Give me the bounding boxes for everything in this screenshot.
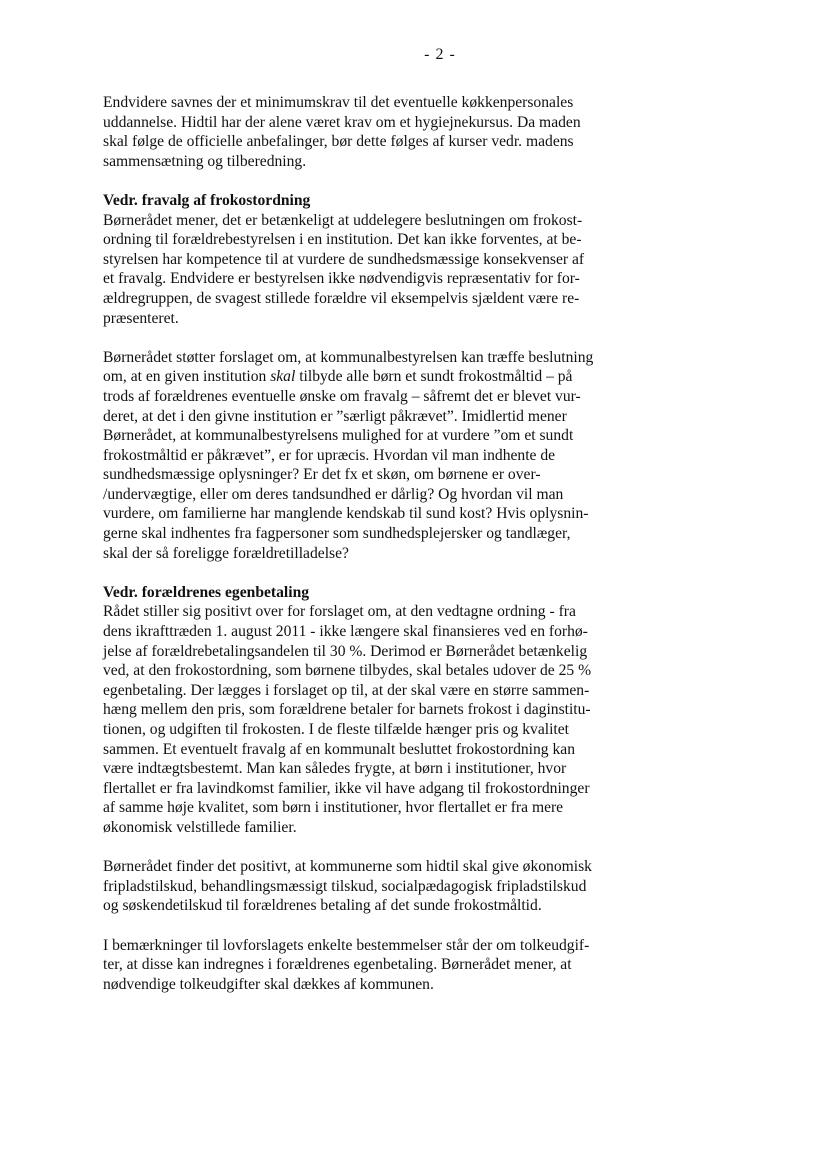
text-fragment: tilbyde alle børn et sundt frokostmåltid – på — [295, 368, 573, 386]
text-line: deret, at det i den givne institution er ”særligt påkrævet”. Imidlertid mener — [103, 407, 567, 425]
text-line: Rådet stiller sig positivt over for forslaget om, at den vedtagne ordning - fra — [103, 603, 576, 621]
text-line: gerne skal indhentes fra fagpersoner som sundhedsplejersker og tandlæger, — [103, 525, 571, 543]
text-line: nødvendige tolkeudgifter skal dækkes af kommunen. — [103, 975, 434, 993]
text-line: sundhedsmæssige oplysninger? Er det fx et skøn, om børnene er over- — [103, 466, 541, 484]
text-line: ter, at disse kan indregnes i forældrenes egenbetaling. Børnerådet mener, at — [103, 956, 572, 974]
paragraph-kitchen-staff — [103, 93, 643, 171]
text-line: af samme høje kvalitet, som børn i institutioner, hvor flertallet er fra mere — [103, 799, 564, 817]
text-line: være indtægtsbestemt. Man kan således frygte, at børn i institutioner, hvor — [103, 760, 567, 778]
text-line: trods af forældrenes eventuelle ønske om fravalg – såfremt det er blevet vur- — [103, 387, 581, 405]
text-line: frokostmåltid er påkrævet”, er for upræcis. Hvordan vil man indhente de — [103, 446, 556, 464]
paragraph-municipal-decision — [103, 348, 643, 564]
page-number: - 2 - — [424, 46, 456, 63]
text-line: sammensætning og tilberedning. — [103, 152, 307, 170]
text-line: hæng mellem den pris, som forældrene betaler for barnets frokost i daginstitu- — [103, 701, 591, 719]
emphasis-text: skal — [270, 368, 296, 386]
text-line — [103, 367, 643, 387]
text-line: skal der så foreligge forældretilladelse? — [103, 544, 349, 562]
paragraph-subsidies — [103, 857, 643, 916]
text-line: økonomisk velstillede familier. — [103, 818, 297, 836]
text-line: ældregruppen, de svagest stillede forældre vil eksempelvis sjældent være re- — [103, 289, 580, 307]
text-line: og søskendetilskud til forældrenes betaling af det sunde frokostmåltid. — [103, 897, 542, 915]
text-line: egenbetaling. Der lægges i forslaget op til, at der skal være en større sammen- — [103, 681, 590, 699]
text-line: Børnerådet, at kommunalbestyrelsens mulighed for at vurdere ”om et sundt — [103, 427, 574, 445]
text-line: I bemærkninger til lovforslagets enkelte bestemmelser står der om tolkeudgif- — [103, 936, 590, 954]
text-line: ordning til forældrebestyrelsen i en institution. Det kan ikke forventes, at be- — [103, 231, 582, 249]
text-line: /undervægtige, eller om deres tandsundhed er dårlig? Og hvordan vil man — [103, 485, 564, 503]
section-parent-payment — [103, 583, 643, 838]
text-line: et fravalg. Endvidere er bestyrelsen ikke nødvendigvis repræsentativ for for- — [103, 270, 580, 288]
text-fragment: om, at en given institution — [103, 368, 271, 386]
text-line: tionen, og udgiften til frokosten. I de fleste tilfælde hænger pris og kvalitet — [103, 721, 569, 738]
paragraph-interpreter-costs — [103, 936, 643, 995]
text-line: styrelsen har kompetence til at vurdere de sundhedsmæssige konsekvenser af — [103, 250, 585, 268]
text-line: fripladstilskud, behandlingsmæssigt tilskud, socialpædagogisk fripladstilskud — [103, 877, 587, 895]
section-heading: Vedr. fravalg af frokostordning — [103, 191, 311, 209]
text-line: præsenteret. — [103, 309, 179, 327]
text-line: Børnerådet mener, det er betænkeligt at uddelegere beslutningen om frokost- — [103, 211, 583, 229]
text-line: dens ikrafttræden 1. august 2011 - ikke længere skal finansieres ved en forhø- — [103, 623, 588, 641]
text-line: vurdere, om familierne har manglende kendskab til sund kost? Hvis oplysnin- — [103, 505, 589, 523]
text-line: jelse af forældrebetalingsandelen til 30 %. Derimod er Børnerådet betænkelig — [103, 642, 588, 660]
document-body — [103, 93, 643, 1014]
text-line: uddannelse. Hidtil har der alene været krav om et hygiejnekursus. Da maden — [103, 113, 581, 131]
text-line: Endvidere savnes der et minimumskrav til det eventuelle køkkenpersonales — [103, 94, 574, 111]
text-line: flertallet er fra lavindkomst familier, ikke vil have adgang til frokostordninger — [103, 779, 590, 797]
section-opt-out — [103, 191, 643, 328]
text-line: Børnerådet støtter forslaget om, at kommunalbestyrelsen kan træffe beslutning — [103, 348, 594, 366]
section-heading: Vedr. forældrenes egenbetaling — [103, 583, 310, 601]
text-line: skal følge de officielle anbefalinger, bør dette følges af kurser vedr. madens — [103, 133, 574, 151]
text-line: Børnerådet finder det positivt, at kommunerne som hidtil skal give økonomisk — [103, 858, 592, 876]
text-line: ved, at den frokostordning, som børnene tilbydes, skal betales udover de 25 % — [103, 662, 592, 680]
text-line: sammen. Et eventuelt fravalg af en kommunalt besluttet frokostordning kan — [103, 740, 576, 758]
